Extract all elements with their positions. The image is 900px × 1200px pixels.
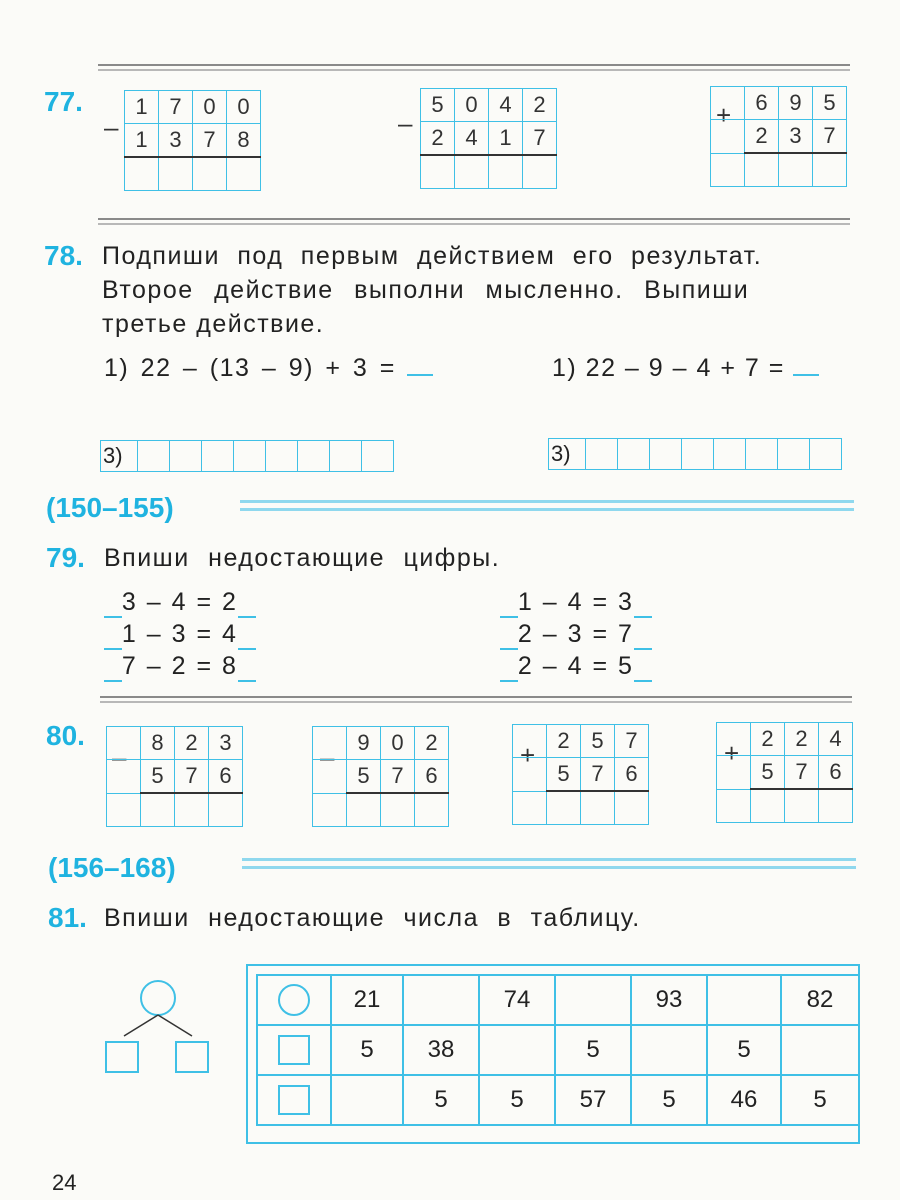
digit: 2 [547,725,581,758]
section-rule-1 [240,500,854,503]
blank-cell [313,760,347,794]
answer-cell[interactable] [711,153,745,187]
ex77-p2-grid [420,88,557,189]
blank-cell [513,725,547,758]
missing-digit-blank[interactable] [104,620,122,650]
operator: – [146,620,163,648]
blank-cell [107,760,141,794]
blank-cell [711,120,745,154]
digit: 1 [125,91,159,124]
rule-after-79 [100,696,852,698]
digit: 2 [785,723,819,756]
digit: 1 [517,588,534,616]
table-cell[interactable]: 38 [403,1025,479,1075]
digit: 2 [175,727,209,760]
blank-cell [313,727,347,760]
digit: 5 [751,756,785,790]
table-cell[interactable]: 5 [555,1025,631,1075]
square-icon [276,1083,312,1117]
answer-cell[interactable] [778,438,810,470]
operator: – [542,652,559,680]
answer-cell[interactable] [266,440,298,472]
circle-icon [276,982,312,1018]
exercise-77-number: 77. [44,86,83,117]
answer-cell[interactable] [170,440,202,472]
ex78-right-answer-blank[interactable] [793,354,819,376]
blank-cell [717,756,751,790]
table-cell[interactable]: 5 [781,1075,859,1125]
ex78-instruction-line1: Подпиши под первым действием его результат. [102,242,763,270]
ex77-p3-grid [710,86,847,187]
answer-cell[interactable] [362,440,394,472]
table-cell[interactable]: 46 [707,1075,781,1125]
answer-cell[interactable] [202,440,234,472]
digit: 7 [813,120,847,154]
section-rule-2 [242,858,856,861]
answer-cell[interactable] [785,789,819,823]
digit: 8 [227,124,261,158]
tree-diagram [96,976,226,1076]
circle-node-icon [141,981,175,1015]
exercise-81-number: 81. [48,902,87,933]
digit: 6 [745,87,779,120]
operator: – [146,588,163,616]
answer-cell[interactable] [313,793,347,827]
ex80-p3-sign: + [520,740,536,770]
table-cell[interactable] [555,975,631,1025]
ex80-p1-grid [106,726,243,827]
digit: 3 [779,120,813,154]
digit: 2 [415,727,449,760]
section-range-150-155: (150–155) [46,492,174,523]
page-number: 24 [52,1170,77,1195]
table-cell[interactable]: 5 [707,1025,781,1075]
digit: 3 [567,620,584,648]
answer-cell[interactable] [682,438,714,470]
row-header-square [257,1025,331,1075]
answer-cell[interactable] [347,793,381,827]
digit: 7 [523,122,557,156]
ex79-right-eq-3: 2 – 4 = 5 [500,652,652,681]
answer-cell[interactable] [714,438,746,470]
digit: 2 [745,120,779,154]
table-cell[interactable] [479,1025,555,1075]
digit: 3 [121,588,138,616]
digit: 0 [381,727,415,760]
ex80-p2-sign: – [320,742,335,772]
digit: 1 [125,124,159,158]
digit: 4 [455,122,489,156]
digit: 0 [227,91,261,124]
digit: 6 [819,756,853,790]
ex80-p3-grid [512,724,649,825]
ex77-p1-sign: – [104,112,119,142]
ex78-instruction-line2: Второе действие выполни мысленно. Выпиши [102,276,750,304]
digit: 7 [175,760,209,794]
table-cell[interactable]: 82 [781,975,859,1025]
digit: 9 [347,727,381,760]
ex77-p1-grid [124,90,261,191]
digit: 7 [381,760,415,794]
answer-cell[interactable] [159,157,193,191]
digit: 9 [779,87,813,120]
missing-digit-blank[interactable] [500,652,518,682]
ex80-p4-sign: + [724,738,740,768]
table-cell[interactable]: 5 [631,1075,707,1125]
digit: 4 [567,652,584,680]
table-cell[interactable] [631,1025,707,1075]
table-row-square-1 [257,1025,859,1075]
answer-cell[interactable] [618,438,650,470]
digit: 2 [751,723,785,756]
table-cell[interactable]: 93 [631,975,707,1025]
answer-cell[interactable] [227,157,261,191]
ex81-instruction: Впиши недостающие числа в таблицу. [104,904,641,932]
digit: 1 [489,122,523,156]
missing-digit-blank[interactable] [238,588,256,618]
answer-cell[interactable] [586,438,618,470]
digit: 4 [819,723,853,756]
digit: 6 [615,758,649,792]
digit: 5 [547,758,581,792]
table-cell[interactable]: 5 [403,1075,479,1125]
operator: – [542,588,559,616]
square-node-left-icon [106,1042,138,1072]
table-cell[interactable] [331,1075,403,1125]
missing-digit-blank[interactable] [104,652,122,682]
table-cell[interactable]: 21 [331,975,403,1025]
answer-cell[interactable] [746,438,778,470]
answer-cell[interactable] [415,793,449,827]
answer-cell[interactable] [547,791,581,825]
digit: 7 [159,91,193,124]
digit: 7 [615,725,649,758]
answer-cell[interactable] [810,438,842,470]
ex80-p4-grid [716,722,853,823]
table-row-square-2 [257,1075,859,1125]
digit: 4 [567,588,584,616]
square-icon [276,1033,312,1067]
digit: 7 [121,652,138,680]
digit: 2 [171,652,188,680]
table-cell[interactable]: 5 [331,1025,403,1075]
ex79-left-eq-2: 1 – 3 = 4 [104,620,256,649]
answer-cell[interactable] [650,438,682,470]
answer-cell[interactable] [175,793,209,827]
table-cell[interactable] [781,1025,859,1075]
missing-digit-blank[interactable] [634,652,652,682]
answer-cell[interactable] [615,791,649,825]
digit: 5 [347,760,381,794]
table-row-circle [257,975,859,1025]
digit: 3 [171,620,188,648]
table-cell[interactable] [707,975,781,1025]
tree-branch-right [158,1015,192,1036]
answer-cell[interactable] [138,440,170,472]
digit: 2 [222,588,238,616]
table-cell[interactable] [403,975,479,1025]
digit: 2 [421,122,455,156]
digit: 6 [209,760,243,794]
top-rule [98,64,850,66]
ex80-p2-grid [312,726,449,827]
digit: 0 [193,91,227,124]
answer-cell[interactable] [209,793,243,827]
ex78-right-row-label: 3) [548,438,586,470]
answer-cell[interactable] [813,153,847,187]
digit: 4 [171,588,188,616]
digit: 0 [455,89,489,122]
digit: 7 [193,124,227,158]
ex78-left-expr-text: 1) 22 – (13 – 9) + 3 = [104,354,396,382]
square-node-right-icon [176,1042,208,1072]
missing-digit-blank[interactable] [500,620,518,650]
blank-cell [711,87,745,120]
answer-cell[interactable] [381,793,415,827]
exercise-79-number: 79. [46,542,85,573]
digit: 1 [121,620,138,648]
digit: 7 [581,758,615,792]
digit: 2 [517,620,534,648]
ex77-p2-sign: – [398,108,413,138]
row-header-square [257,1075,331,1125]
digit: 7 [618,620,634,648]
blank-cell [107,727,141,760]
ex79-left-eq-3: 7 – 2 = 8 [104,652,256,681]
digit: 5 [421,89,455,122]
answer-cell[interactable] [455,155,489,189]
digit: 3 [618,588,634,616]
missing-digit-blank[interactable] [104,588,122,618]
ex78-left-row-label: 3) [100,440,138,472]
ex78-right-expr-text: 1) 22 – 9 – 4 + 7 = [552,354,785,382]
answer-cell[interactable] [523,155,557,189]
row-header-circle [257,975,331,1025]
digit: 2 [523,89,557,122]
operator: – [146,652,163,680]
digit: 3 [159,124,193,158]
section-range-156-168: (156–168) [48,852,176,883]
answer-cell[interactable] [745,153,779,187]
digit: 4 [222,620,238,648]
missing-digit-blank[interactable] [634,588,652,618]
answer-cell[interactable] [581,791,615,825]
table-cell[interactable]: 74 [479,975,555,1025]
digit: 8 [141,727,175,760]
exercise-78-number: 78. [44,240,83,271]
answer-cell[interactable] [513,791,547,825]
digit: 8 [222,652,238,680]
answer-cell[interactable] [489,155,523,189]
answer-cell[interactable] [717,789,751,823]
ex78-left-expression [104,354,433,383]
answer-cell[interactable] [193,157,227,191]
answer-cell[interactable] [234,440,266,472]
answer-cell[interactable] [141,793,175,827]
answer-cell[interactable] [107,793,141,827]
ex79-right-eq-2: 2 – 3 = 7 [500,620,652,649]
digit: 7 [785,756,819,790]
answer-cell[interactable] [819,789,853,823]
ex78-instruction-line3: третье действие. [102,310,325,338]
missing-digit-blank[interactable] [500,588,518,618]
answer-cell[interactable] [330,440,362,472]
ex81-table [256,974,860,1126]
missing-digit-blank[interactable] [634,620,652,650]
digit: 5 [813,87,847,120]
digit: 6 [415,760,449,794]
ex80-p1-sign: – [112,742,127,772]
digit: 5 [141,760,175,794]
ex78-right-expression [552,354,819,383]
blank-cell [513,758,547,792]
digit: 2 [517,652,534,680]
ex79-left-eq-1: 3 – 4 = 2 [104,588,256,617]
answer-cell[interactable] [298,440,330,472]
ex78-right-answer-row [548,438,842,470]
tree-branch-left [124,1015,158,1036]
answer-cell[interactable] [125,157,159,191]
rule-after-77 [98,218,850,220]
ex77-p3-sign: + [716,100,732,130]
digit: 5 [581,725,615,758]
digit: 4 [489,89,523,122]
blank-cell [717,723,751,756]
digit: 3 [209,727,243,760]
ex79-right-eq-1: 1 – 4 = 3 [500,588,652,617]
answer-cell[interactable] [779,153,813,187]
missing-digit-blank[interactable] [238,620,256,650]
exercise-80-number: 80. [46,720,85,751]
table-cell[interactable]: 57 [555,1075,631,1125]
ex79-instruction: Впиши недостающие цифры. [104,544,501,572]
table-cell[interactable]: 5 [479,1075,555,1125]
digit: 5 [618,652,634,680]
ex78-left-answer-blank[interactable] [407,354,433,376]
ex78-left-answer-row [100,440,394,472]
operator: – [542,620,559,648]
answer-cell[interactable] [751,789,785,823]
missing-digit-blank[interactable] [238,652,256,682]
answer-cell[interactable] [421,155,455,189]
